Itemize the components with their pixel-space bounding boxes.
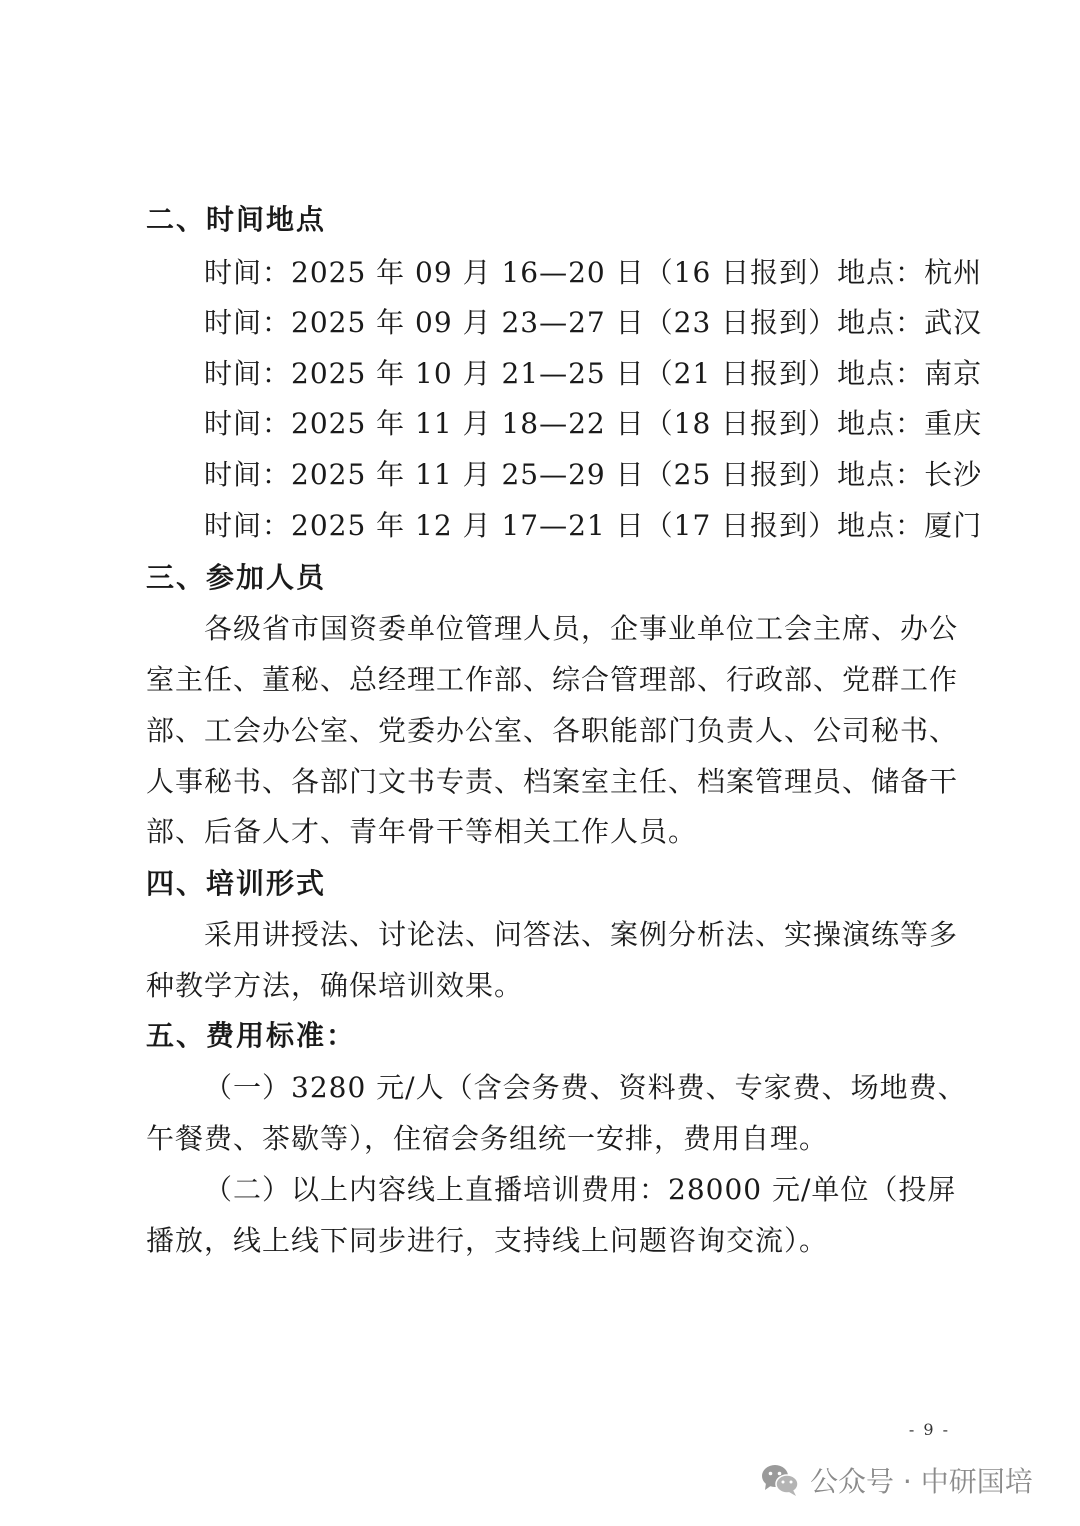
fee-line-3: （二）以上内容线上直播培训费用：28000 元/单位（投屏 xyxy=(204,1173,957,1206)
training-format-line-1: 采用讲授法、讨论法、问答法、案例分析法、实操演练等多 xyxy=(204,918,959,951)
schedule-line-4: 时间：2025 年 11 月 18—22 日（18 日报到）地点：重庆 xyxy=(204,407,983,440)
watermark xyxy=(760,1460,1033,1500)
section-4-heading: 四、培训形式 xyxy=(146,867,327,900)
participants-line-2: 室主任、董秘、总经理工作部、综合管理部、行政部、党群工作 xyxy=(146,663,959,696)
section-2-heading: 二、时间地点 xyxy=(146,203,327,236)
section-3-heading: 三、参加人员 xyxy=(146,561,327,594)
watermark-text: 公众号 · 中研国培 xyxy=(810,1465,1033,1498)
fee-line-1: （一）3280 元/人（含会务费、资料费、专家费、场地费、 xyxy=(204,1071,967,1104)
schedule-line-1: 时间：2025 年 09 月 16—20 日（16 日报到）地点：杭州 xyxy=(204,256,983,289)
participants-line-5: 部、后备人才、青年骨干等相关工作人员。 xyxy=(146,815,698,848)
fee-line-4: 播放，线上线下同步进行，支持线上问题咨询交流）。 xyxy=(146,1224,829,1257)
fee-line-2: 午餐费、茶歇等），住宿会务组统一安排，费用自理。 xyxy=(146,1122,829,1155)
participants-line-4: 人事秘书、各部门文书专责、档案室主任、档案管理员、储备干 xyxy=(146,765,959,798)
training-format-line-2: 种教学方法，确保培训效果。 xyxy=(146,969,524,1002)
page-number: - 9 - xyxy=(908,1420,950,1439)
schedule-line-3: 时间：2025 年 10 月 21—25 日（21 日报到）地点：南京 xyxy=(204,357,983,390)
schedule-line-6: 时间：2025 年 12 月 17—21 日（17 日报到）地点：厦门 xyxy=(204,509,983,542)
participants-line-1: 各级省市国资委单位管理人员，企事业单位工会主席、办公 xyxy=(204,612,959,645)
schedule-line-5: 时间：2025 年 11 月 25—29 日（25 日报到）地点：长沙 xyxy=(204,458,983,491)
schedule-line-2: 时间：2025 年 09 月 23—27 日（23 日报到）地点：武汉 xyxy=(204,306,983,339)
participants-line-3: 部、工会办公室、党委办公室、各职能部门负责人、公司秘书、 xyxy=(146,714,959,747)
section-5-heading: 五、费用标准： xyxy=(146,1019,357,1052)
wechat-icon xyxy=(760,1463,800,1497)
